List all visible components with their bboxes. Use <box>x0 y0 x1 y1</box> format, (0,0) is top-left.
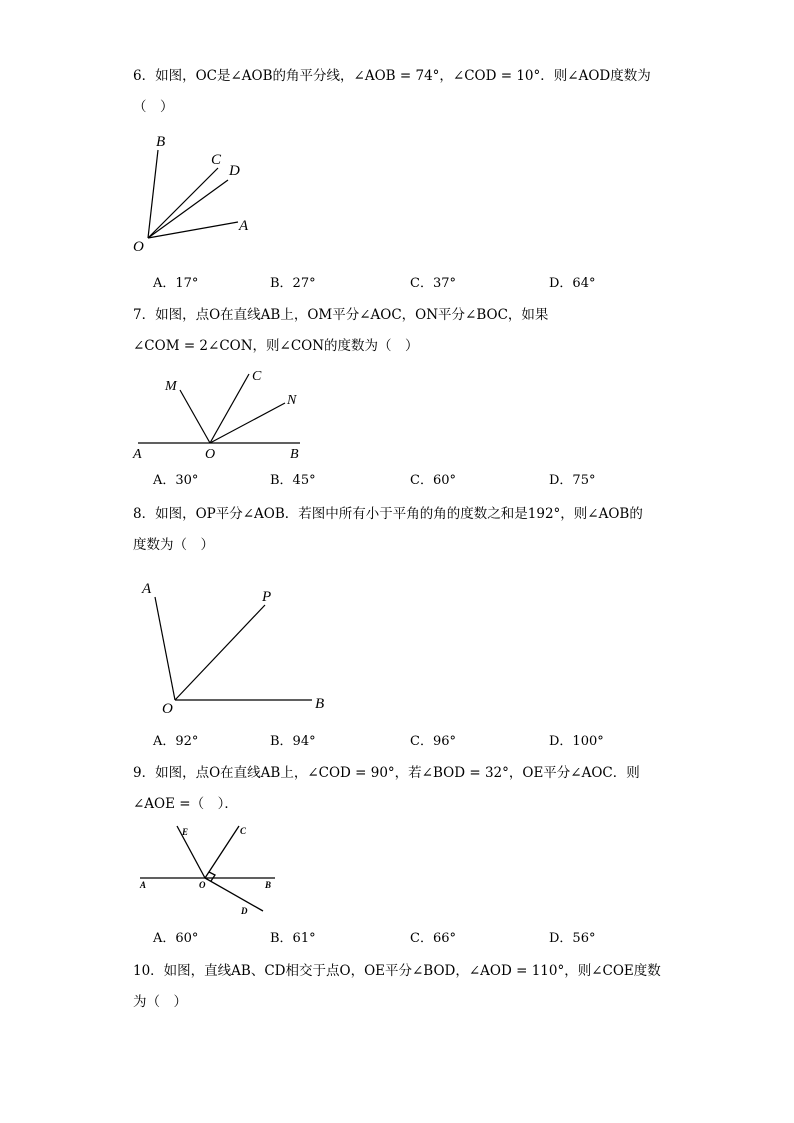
label-c: C <box>252 369 262 384</box>
label-a: A <box>142 581 152 597</box>
q7-option-d[interactable]: D．75° <box>549 473 596 488</box>
q6-option-c[interactable]: C．37° <box>410 276 456 291</box>
label-p: P <box>262 589 272 605</box>
label-o: O <box>133 239 144 255</box>
ray-ob <box>148 150 158 238</box>
q8-stem-2: 度数为（ ） <box>133 537 214 553</box>
q8-figure <box>135 575 335 720</box>
label-b: B <box>315 696 325 712</box>
label-m: M <box>165 379 177 394</box>
q8-option-c[interactable]: C．96° <box>410 734 456 749</box>
ray-od <box>205 878 263 911</box>
q9-stem: 9．如图，点O在直线AB上，∠COD = 90°，若∠BOD = 32°，OE平分∠AOC．则 <box>133 765 640 781</box>
label-b: B <box>290 447 299 462</box>
q9-option-d[interactable]: D．56° <box>549 931 596 946</box>
q9-stem-2: ∠AOE =（ ）． <box>133 796 238 812</box>
q6-stem-paren: （ ） <box>133 99 174 115</box>
label-o: O <box>199 880 206 890</box>
ray-oc <box>205 826 239 878</box>
q10-stem: 10．如图，直线AB、CD相交于点O，OE平分∠BOD，∠AOD = 110°，则∠COE度数 <box>133 963 661 979</box>
q6-figure <box>128 128 268 258</box>
label-b: B <box>156 134 166 150</box>
q8-option-a[interactable]: A．92° <box>153 734 199 749</box>
ray-om <box>180 390 210 443</box>
q7-figure <box>128 360 318 465</box>
label-a: A <box>133 447 142 462</box>
label-n: N <box>287 393 297 408</box>
label-c: C <box>211 152 222 168</box>
label-o: O <box>205 447 216 462</box>
q7-stem: 7．如图，点O在直线AB上，OM平分∠AOC，ON平分∠BOC，如果 <box>133 307 549 323</box>
q6-option-b[interactable]: B．27° <box>270 276 316 291</box>
q10-stem-2: 为（ ） <box>133 994 187 1010</box>
right-angle-mark <box>209 872 215 881</box>
label-b: B <box>265 880 272 890</box>
q6-option-d[interactable]: D．64° <box>549 276 596 291</box>
label-a: A <box>239 218 249 234</box>
q7-option-a[interactable]: A．30° <box>153 473 199 488</box>
q6-stem: 6．如图，OC是∠AOB的角平分线，∠AOB = 74°，∠COD = 10°．则∠AOD度数为 <box>133 68 651 84</box>
label-e: E <box>182 827 189 837</box>
q7-stem-2: ∠COM = 2∠CON，则∠CON的度数为（ ） <box>133 338 419 354</box>
q9-figure <box>135 820 285 920</box>
q9-option-c[interactable]: C．66° <box>410 931 456 946</box>
q9-option-b[interactable]: B．61° <box>270 931 316 946</box>
label-a: A <box>140 880 147 890</box>
q8-stem: 8．如图，OP平分∠AOB．若图中所有小于平角的角的度数之和是192°，则∠AOB的 <box>133 506 643 522</box>
q7-option-b[interactable]: B．45° <box>270 473 316 488</box>
q6-option-a[interactable]: A．17° <box>153 276 199 291</box>
label-d: D <box>229 163 240 179</box>
q8-option-d[interactable]: D．100° <box>549 734 604 749</box>
q9-option-a[interactable]: A．60° <box>153 931 199 946</box>
label-c: C <box>240 826 247 836</box>
q8-option-b[interactable]: B．94° <box>270 734 316 749</box>
ray-oa <box>155 597 175 700</box>
ray-od <box>148 180 228 238</box>
label-d: D <box>241 906 248 916</box>
ray-op <box>175 605 265 700</box>
q7-option-c[interactable]: C．60° <box>410 473 456 488</box>
label-o: O <box>162 701 173 717</box>
